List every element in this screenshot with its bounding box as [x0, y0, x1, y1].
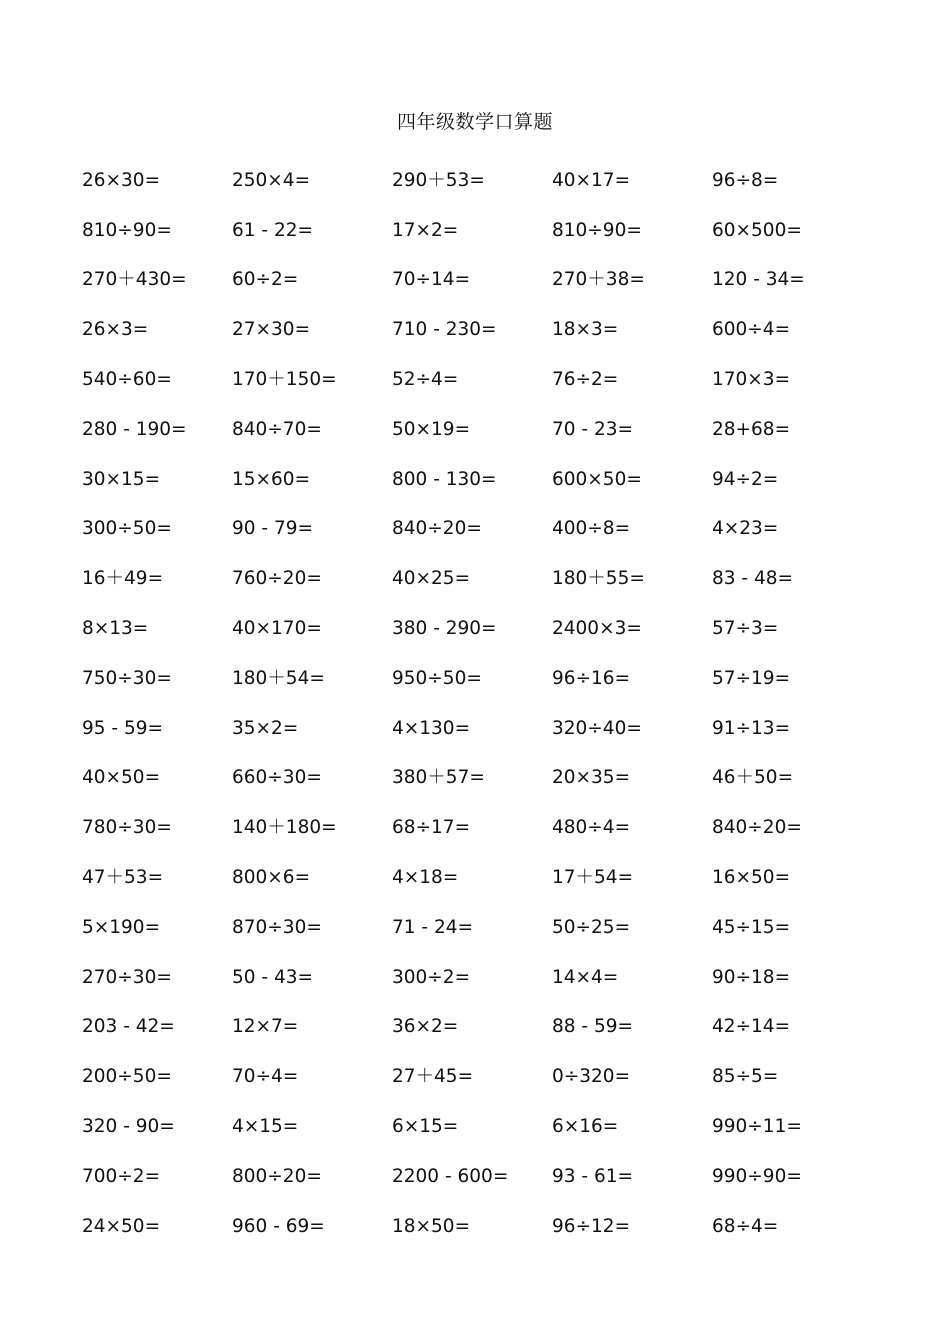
arithmetic-problem: 17×2=	[392, 219, 459, 241]
problem-row	[82, 754, 882, 804]
problem-row	[82, 704, 882, 754]
arithmetic-problem: 700÷2=	[82, 1165, 161, 1187]
arithmetic-problem: 90÷18=	[712, 966, 791, 988]
arithmetic-problem: 660÷30=	[232, 767, 322, 789]
arithmetic-problem: 203 - 42=	[82, 1016, 175, 1038]
arithmetic-problem: 200÷50=	[82, 1066, 172, 1088]
arithmetic-problem: 15×60=	[232, 468, 311, 490]
arithmetic-problem: 840÷70=	[232, 418, 322, 440]
arithmetic-problem: 60÷2=	[232, 269, 299, 291]
problem-row	[82, 1202, 882, 1252]
problem-row	[82, 1102, 882, 1152]
arithmetic-problem: 26×3=	[82, 319, 149, 341]
arithmetic-problem: 85÷5=	[712, 1066, 779, 1088]
arithmetic-problem: 800÷20=	[232, 1165, 322, 1187]
arithmetic-problem: 4×18=	[392, 867, 459, 889]
arithmetic-problem: 40×170=	[232, 618, 322, 640]
arithmetic-problem: 600×50=	[552, 468, 642, 490]
arithmetic-problem: 270÷30=	[82, 966, 172, 988]
arithmetic-problem: 18×3=	[552, 319, 619, 341]
arithmetic-problem: 320÷40=	[552, 717, 642, 739]
arithmetic-problem: 8×13=	[82, 618, 149, 640]
arithmetic-problem: 50÷25=	[552, 916, 631, 938]
arithmetic-problem: 250×4=	[232, 169, 311, 191]
problem-row	[82, 505, 882, 555]
problem-row	[82, 803, 882, 853]
arithmetic-problem: 50 - 43=	[232, 966, 314, 988]
problem-row	[82, 256, 882, 306]
arithmetic-problem: 93 - 61=	[552, 1165, 634, 1187]
arithmetic-problem: 270＋430=	[82, 269, 187, 291]
arithmetic-problem: 170＋150=	[232, 369, 337, 391]
arithmetic-problem: 4×23=	[712, 518, 779, 540]
arithmetic-problem: 800×6=	[232, 867, 311, 889]
arithmetic-problem: 40×50=	[82, 767, 161, 789]
arithmetic-problem: 280 - 190=	[82, 418, 187, 440]
arithmetic-problem: 120 - 34=	[712, 269, 805, 291]
arithmetic-problem: 27×30=	[232, 319, 311, 341]
arithmetic-problem: 140＋180=	[232, 817, 337, 839]
problem-row	[82, 355, 882, 405]
arithmetic-problem: 4×130=	[392, 717, 471, 739]
arithmetic-problem: 180＋54=	[232, 667, 325, 689]
arithmetic-problem: 18×50=	[392, 1215, 471, 1237]
arithmetic-problem: 14×4=	[552, 966, 619, 988]
arithmetic-problem: 320 - 90=	[82, 1116, 175, 1138]
arithmetic-problem: 780÷30=	[82, 817, 172, 839]
arithmetic-problem: 91÷13=	[712, 717, 791, 739]
arithmetic-problem: 88 - 59=	[552, 1016, 634, 1038]
arithmetic-problem: 380＋57=	[392, 767, 485, 789]
arithmetic-problem: 400÷8=	[552, 518, 631, 540]
arithmetic-problem: 40×17=	[552, 169, 631, 191]
problem-row	[82, 953, 882, 1003]
arithmetic-problem: 5×190=	[82, 916, 161, 938]
arithmetic-problem: 760÷20=	[232, 568, 322, 590]
arithmetic-problem: 96÷16=	[552, 667, 631, 689]
arithmetic-problem: 2200 - 600=	[392, 1165, 509, 1187]
arithmetic-problem: 810÷90=	[82, 219, 172, 241]
page-title: 四年级数学口算题	[396, 111, 553, 133]
arithmetic-problem: 76÷2=	[552, 369, 619, 391]
arithmetic-problem: 6×15=	[392, 1116, 459, 1138]
problem-row	[82, 604, 882, 654]
arithmetic-problem: 170×3=	[712, 369, 791, 391]
arithmetic-problem: 47＋53=	[82, 867, 164, 889]
arithmetic-problem: 380 - 290=	[392, 618, 497, 640]
arithmetic-problem: 990÷90=	[712, 1165, 802, 1187]
problem-row	[82, 405, 882, 455]
arithmetic-problem: 20×35=	[552, 767, 631, 789]
arithmetic-problem: 27＋45=	[392, 1066, 474, 1088]
arithmetic-problem: 750÷30=	[82, 667, 172, 689]
arithmetic-problem: 83 - 48=	[712, 568, 794, 590]
arithmetic-problem: 300÷2=	[392, 966, 471, 988]
arithmetic-problem: 68÷17=	[392, 817, 471, 839]
arithmetic-problem: 90 - 79=	[232, 518, 314, 540]
problem-row	[82, 903, 882, 953]
arithmetic-problem: 71 - 24=	[392, 916, 474, 938]
arithmetic-problem: 290＋53=	[392, 169, 485, 191]
arithmetic-problem: 840÷20=	[712, 817, 802, 839]
problem-row	[82, 206, 882, 256]
arithmetic-problem: 950÷50=	[392, 667, 482, 689]
problem-row	[82, 853, 882, 903]
arithmetic-problem: 96÷8=	[712, 169, 779, 191]
arithmetic-problem: 17＋54=	[552, 867, 634, 889]
problem-row	[82, 156, 882, 206]
arithmetic-problem: 270＋38=	[552, 269, 645, 291]
arithmetic-problem: 180＋55=	[552, 568, 645, 590]
arithmetic-problem: 600÷4=	[712, 319, 791, 341]
arithmetic-problem: 95 - 59=	[82, 717, 164, 739]
problem-row	[82, 305, 882, 355]
arithmetic-problem: 800 - 130=	[392, 468, 497, 490]
arithmetic-problem: 960 - 69=	[232, 1215, 325, 1237]
arithmetic-problem: 40×25=	[392, 568, 471, 590]
arithmetic-problem: 300÷50=	[82, 518, 172, 540]
arithmetic-problem: 16×50=	[712, 867, 791, 889]
arithmetic-problem: 480÷4=	[552, 817, 631, 839]
problem-row	[82, 554, 882, 604]
arithmetic-problem: 60×500=	[712, 219, 802, 241]
problem-row	[82, 1152, 882, 1202]
arithmetic-problem: 36×2=	[392, 1016, 459, 1038]
arithmetic-problem: 46＋50=	[712, 767, 794, 789]
arithmetic-problem: 52÷4=	[392, 369, 459, 391]
arithmetic-problem: 28+68=	[712, 418, 791, 440]
arithmetic-problem: 710 - 230=	[392, 319, 497, 341]
arithmetic-problem: 35×2=	[232, 717, 299, 739]
arithmetic-problem: 4×15=	[232, 1116, 299, 1138]
arithmetic-problem: 61 - 22=	[232, 219, 314, 241]
arithmetic-problem: 12×7=	[232, 1016, 299, 1038]
arithmetic-problem: 70÷4=	[232, 1066, 299, 1088]
arithmetic-problem: 810÷90=	[552, 219, 642, 241]
arithmetic-problem: 16＋49=	[82, 568, 164, 590]
arithmetic-problem: 840÷20=	[392, 518, 482, 540]
arithmetic-problem: 540÷60=	[82, 369, 172, 391]
arithmetic-problem: 45÷15=	[712, 916, 791, 938]
arithmetic-problem: 57÷19=	[712, 667, 791, 689]
arithmetic-problem: 990÷11=	[712, 1116, 802, 1138]
arithmetic-problem: 57÷3=	[712, 618, 779, 640]
arithmetic-problem: 26×30=	[82, 169, 161, 191]
problem-row	[82, 455, 882, 505]
arithmetic-problem: 42÷14=	[712, 1016, 791, 1038]
problem-row	[82, 654, 882, 704]
arithmetic-problem: 70÷14=	[392, 269, 471, 291]
arithmetic-problem: 0÷320=	[552, 1066, 631, 1088]
arithmetic-problem: 50×19=	[392, 418, 471, 440]
problem-row	[82, 1052, 882, 1102]
arithmetic-problem: 96÷12=	[552, 1215, 631, 1237]
problem-grid	[82, 156, 882, 1252]
arithmetic-problem: 2400×3=	[552, 618, 642, 640]
arithmetic-problem: 6×16=	[552, 1116, 619, 1138]
arithmetic-problem: 24×50=	[82, 1215, 161, 1237]
arithmetic-problem: 870÷30=	[232, 916, 322, 938]
arithmetic-problem: 94÷2=	[712, 468, 779, 490]
arithmetic-problem: 30×15=	[82, 468, 161, 490]
arithmetic-problem: 68÷4=	[712, 1215, 779, 1237]
arithmetic-problem: 70 - 23=	[552, 418, 634, 440]
problem-row	[82, 1003, 882, 1053]
